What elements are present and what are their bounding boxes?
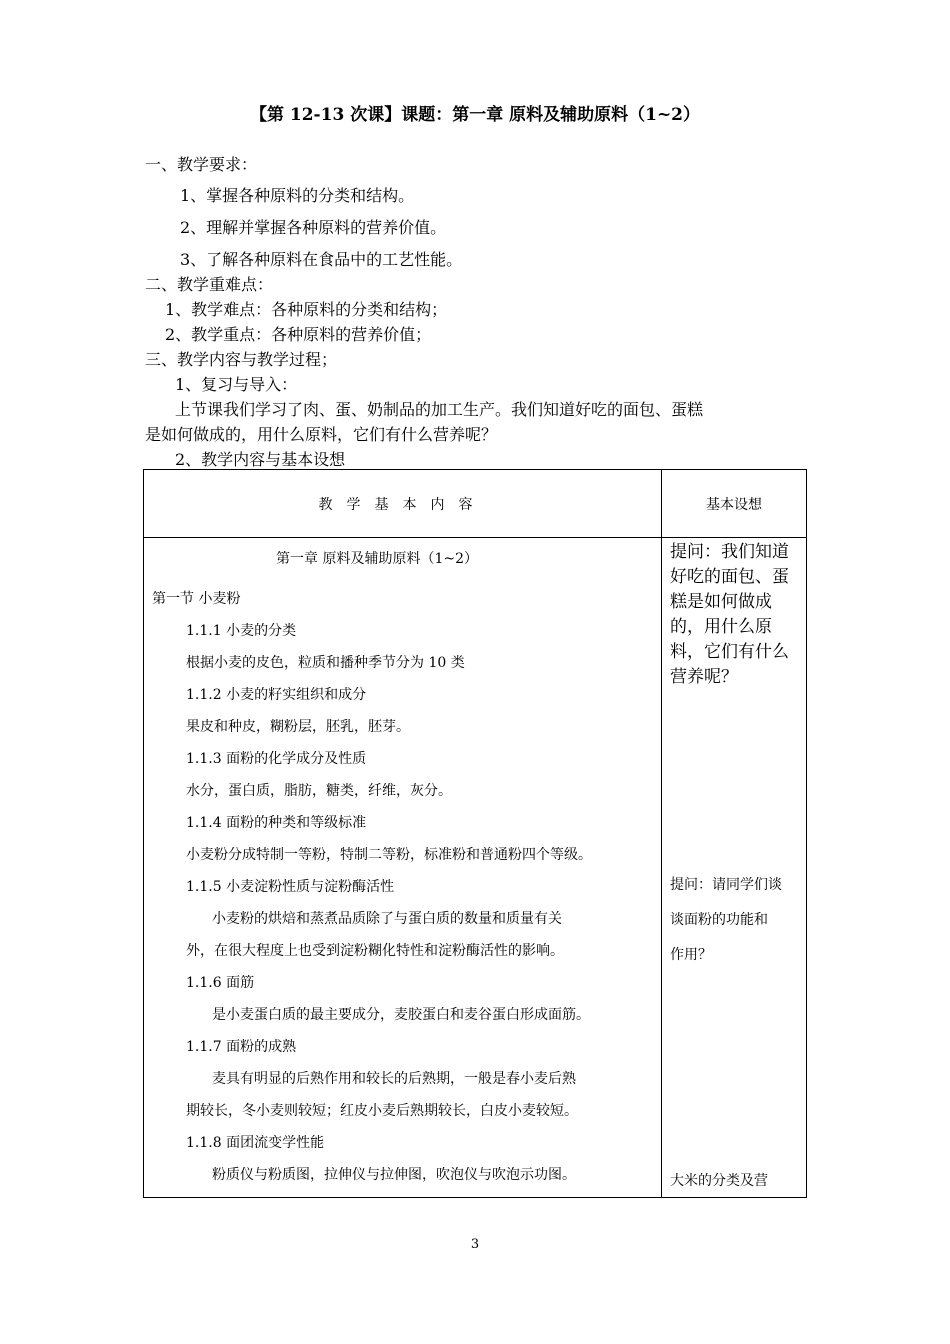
subsection-text: 是小麦蛋白质的最主要成分，麦胶蛋白和麦谷蛋白形成面筋。 (212, 1007, 590, 1023)
subsection-heading: 1.1.1 小麦的分类 (186, 623, 297, 639)
subsection-heading: 1.1.2 小麦的籽实组织和成分 (186, 687, 367, 703)
page-number: 3 (470, 1237, 480, 1252)
page-title: 【第 12-13 次课】课题：第一章 原料及辅助原料（1~2） (249, 105, 701, 125)
subsection-text: 麦具有明显的后熟作用和较长的后熟期，一般是春小麦后熟 (212, 1071, 576, 1087)
header-design-cell: 基本设想 (662, 470, 807, 538)
design-note: 大米的分类及营 (670, 1173, 768, 1189)
subsection-heading: 1.1.6 面筋 (186, 975, 255, 991)
process-item-2: 2、教学内容与基本设想 (175, 450, 346, 469)
design-question-2-line-3: 作用？ (670, 947, 712, 963)
subsection-text: 果皮和种皮，糊粉层，胚乳，胚芽。 (186, 719, 410, 735)
intro-paragraph-line-2: 是如何做成的，用什么原料，它们有什么营养呢？ (145, 425, 498, 444)
section-title: 第一节 小麦粉 (152, 591, 241, 607)
table-body-row (144, 538, 807, 1198)
subsection-text: 小麦粉的烘焙和蒸煮品质除了与蛋白质的数量和质量有关 (212, 911, 562, 927)
design-question-2-line-1: 提问：请同学们谈 (670, 877, 782, 893)
subsection-heading: 1.1.7 面粉的成熟 (186, 1039, 297, 1055)
subsection-text: 小麦粉分成特制一等粉，特制二等粉，标准粉和普通粉四个等级。 (186, 847, 592, 863)
subsection-heading: 1.1.4 面粉的种类和等级标准 (186, 815, 367, 831)
subsection-text: 水分，蛋白质，脂肪，糖类，纤维，灰分。 (186, 783, 452, 799)
table-header-row (144, 470, 807, 538)
header-content-cell: 教学基本内容 (144, 470, 662, 538)
difficulty-item-2: 2、教学重点：各种原料的营养价值； (165, 325, 432, 344)
subsection-text: 期较长，冬小麦则较短；红皮小麦后熟期较长，白皮小麦较短。 (186, 1103, 578, 1119)
design-question-1: 提问：我们知道好吃的面包、蛋糕是如何做成的，用什么原料，它们有什么营养呢？ (670, 542, 789, 687)
subsection-heading: 1.1.8 面团流变学性能 (186, 1135, 325, 1151)
lesson-table (143, 469, 807, 1198)
subsection-text: 根据小麦的皮色，粒质和播种季节分为 10 类 (186, 655, 465, 671)
requirement-item-1: 1、掌握各种原料的分类和结构。 (180, 186, 415, 205)
section-heading-2: 二、教学重难点： (145, 275, 274, 294)
requirement-item-2: 2、理解并掌握各种原料的营养价值。 (180, 218, 447, 237)
subsection-heading: 1.1.3 面粉的化学成分及性质 (186, 751, 367, 767)
chapter-title: 第一章 原料及辅助原料（1~2） (276, 551, 478, 567)
subsection-heading: 1.1.5 小麦淀粉性质与淀粉酶活性 (186, 879, 395, 895)
section-heading-1: 一、教学要求： (145, 155, 258, 174)
section-heading-3: 三、教学内容与教学过程； (145, 350, 338, 369)
difficulty-item-1: 1、教学难点：各种原料的分类和结构； (165, 300, 448, 319)
requirement-item-3: 3、了解各种原料在食品中的工艺性能。 (180, 250, 463, 269)
content-cell (144, 538, 662, 1198)
intro-paragraph-line-1: 上节课我们学习了肉、蛋、奶制品的加工生产。我们知道好吃的面包、蛋糕 (175, 400, 704, 419)
subsection-text: 粉质仪与粉质图，拉伸仪与拉伸图，吹泡仪与吹泡示功图。 (212, 1167, 576, 1183)
design-question-2-line-2: 谈面粉的功能和 (670, 912, 768, 928)
process-item-1: 1、复习与导入： (175, 375, 298, 394)
subsection-text: 外，在很大程度上也受到淀粉糊化特性和淀粉酶活性的影响。 (186, 943, 564, 959)
design-cell (662, 538, 807, 1198)
